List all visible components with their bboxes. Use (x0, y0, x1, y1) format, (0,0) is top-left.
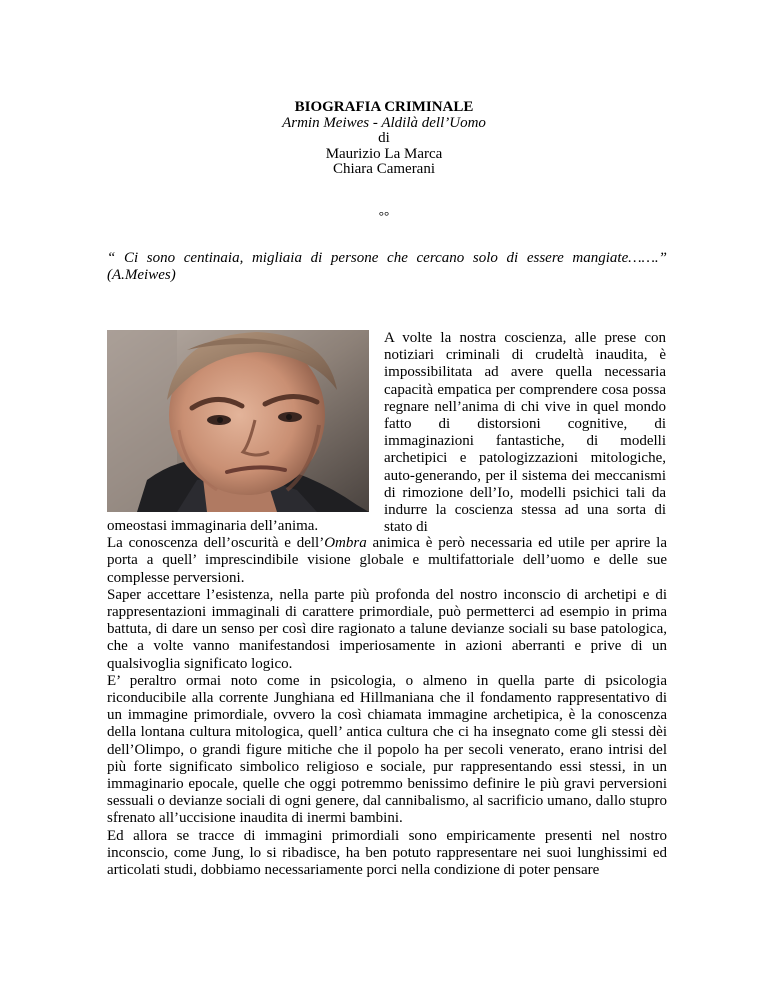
epigraph-quote: “ Ci sono centinaia, migliaia di persone che cercano solo di essere mangiate…….” (A.Meiwes) (107, 250, 667, 283)
paragraph: Saper accettare l’esistenza, nella parte più profonda del nostro inconscio di archetipi e di rappresentazioni immaginali di carattere primordiale, può permetterci ad esempio in prima battuta, di dare un senso per così dire ragionato a talune devianze sociali su base patologica, che a volte vanno manifestandosi imperiosamente in azioni aberranti e prive di un qualsivoglia significato logico. (107, 586, 667, 672)
document-title: BIOGRAFIA CRIMINALE (294, 99, 474, 115)
section-separator: °° (378, 208, 390, 223)
byline-di: di (378, 130, 390, 146)
document-header (0, 100, 768, 178)
emphasized-term: Ombra (324, 535, 367, 552)
document-subtitle: Armin Meiwes - Aldilà dell’Uomo (282, 114, 486, 131)
portrait-photo (107, 330, 369, 512)
intro-paragraph-tail: omeostasi immaginaria dell’anima. (107, 518, 319, 534)
paragraph: Ed allora se tracce di immagini primordiali sono empiricamente presenti nel nostro inconscio, come Jung, lo si ribadisce, ha ben potuto rappresentare nei suoi lunghissimi ed articolati studi, dobbiamo necessariamente porci nella condizione di poter pensare (107, 827, 667, 879)
author-name: Maurizio La Marca (325, 145, 443, 162)
paragraph: E’ peraltro ormai noto come in psicologia, o almeno in quella parte di psicologia riconducibile alla corrente Junghiana ed Hillmaniana che il fondamento rappresentativo di un immagine primordiale, ovvero la così chiamata immagine archetipica, è la conoscenza della lontana cultura mitologica, quell’ antica cultura che ci ha insegnato come gli stessi dèi dell’Olimpo, o grandi figure mitiche che il popolo ha per secoli venerato, erano intrisi del più forte significato simbolico religioso e sociale, pur rappresentando essi stessi, in un immaginario epocale, quelle che oggi potremmo benissimo definire le più gravi perversioni sessuali o devianze sociali di ogni genere, dal cannibalismo, al sacrificio umano, dallo stupro sfrenato all’uccisione inaudita di inermi bambini. (107, 672, 667, 827)
intro-paragraph-side: A volte la nostra coscienza, alle prese con notiziari criminali di crudeltà inaudita, è impossibilitata ad avere quella necessaria capacità empatica per comprendere cosa possa regnare nell’anima di chi vive in quel mondo fatto di distorsioni cognitive, di immaginazioni fantastiche, di modelli archetipici e patologizzazioni mitologiche, auto-generando, per il sistema dei meccanismi di rimozione dell’Io, modelli psichici tali da indurre la coscienza stessa ad una sorta di stato di (384, 330, 666, 536)
paragraph-text: animica è però necessaria ed utile per aprire la porta a quell’ imprescindibile visione globale e multifattoriale dell’uomo e delle sue complesse perversioni. (107, 535, 668, 586)
body-text (107, 518, 667, 879)
paragraph-text: La conoscenza dell’oscurità e dell’ (107, 535, 325, 552)
paragraph (107, 535, 667, 587)
author-name: Chiara Camerani (332, 161, 436, 177)
